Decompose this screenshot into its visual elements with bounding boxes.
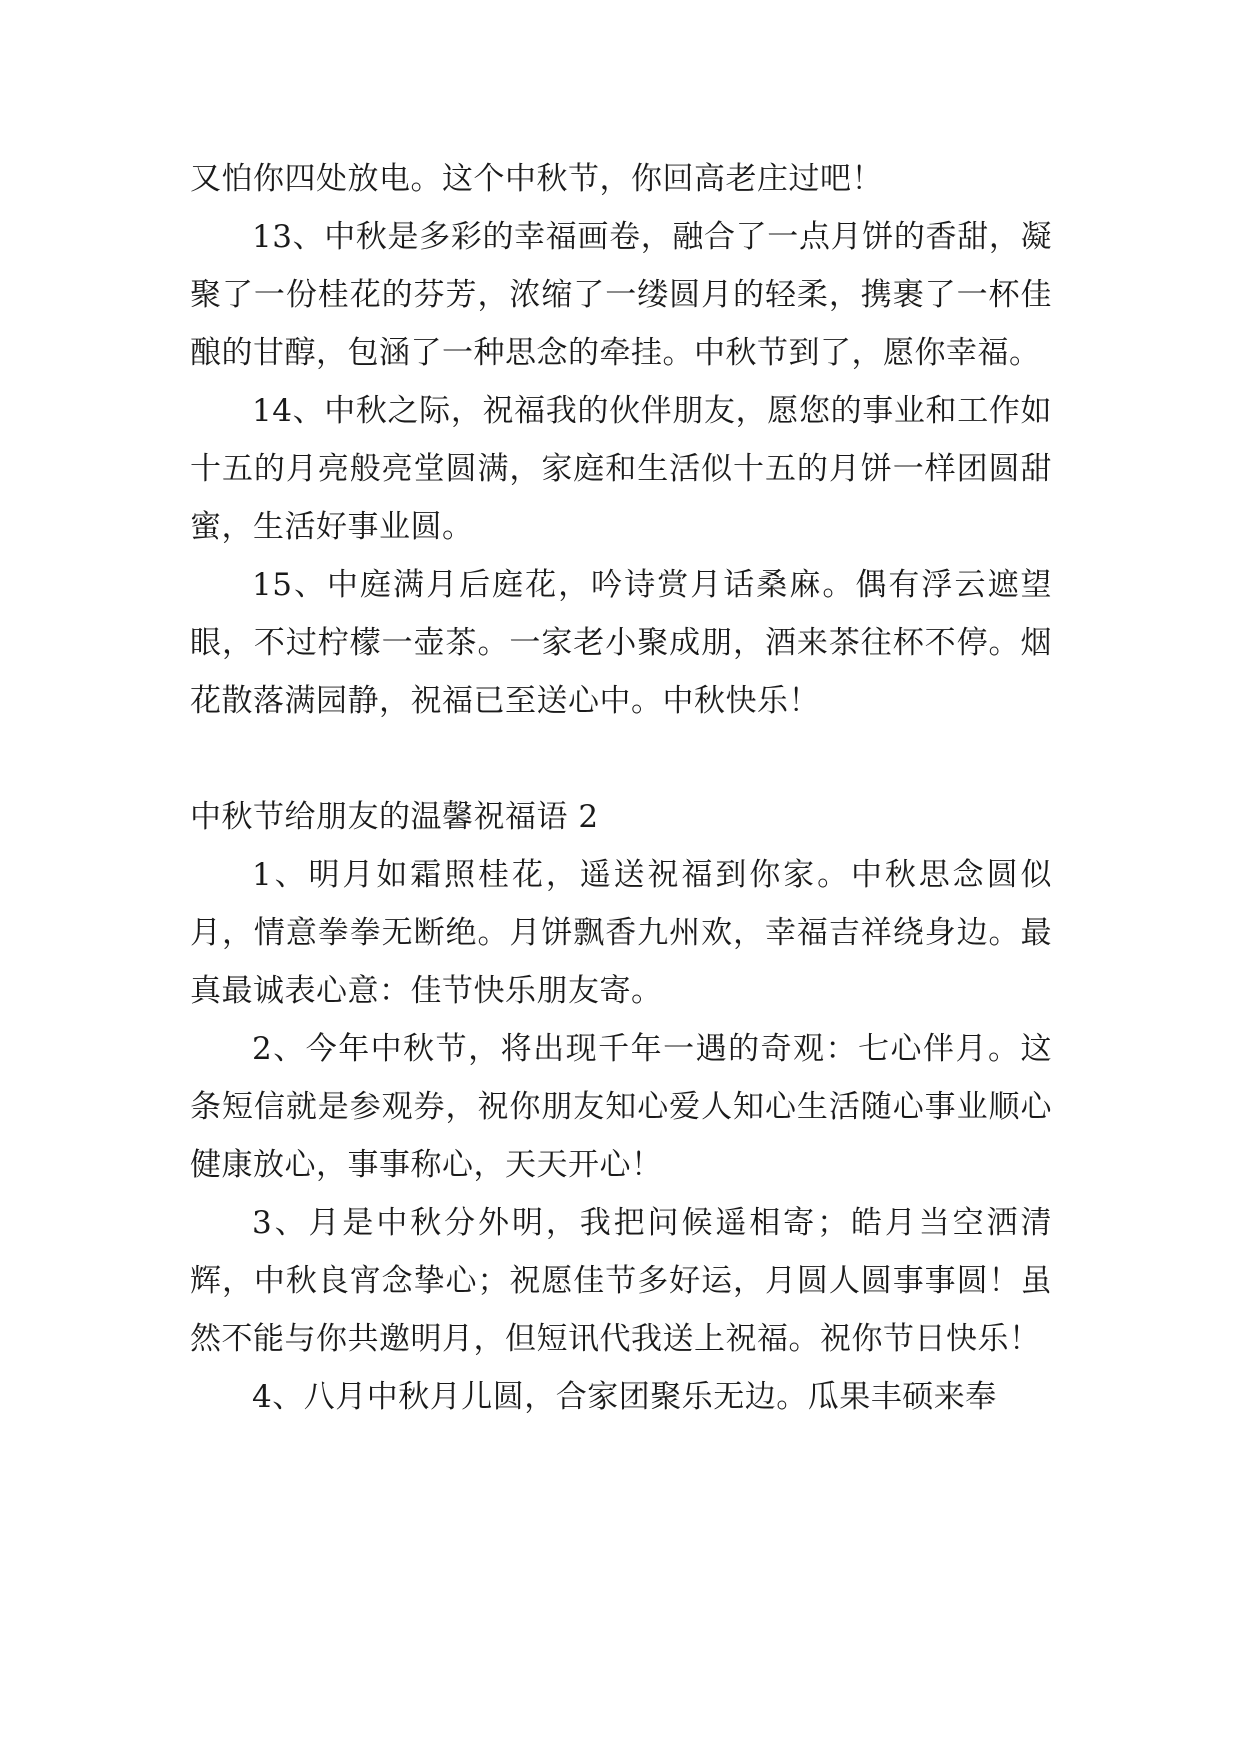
paragraph-item-1: 1、明月如霜照桂花，遥送祝福到你家。中秋思念圆似月，情意拳拳无断绝。月饼飘香九州欢，幸福吉祥绕身边。最真最诚表心意：佳节快乐朋友寄。 [190,857,1052,1009]
paragraph-item-2: 2、今年中秋节，将出现千年一遇的奇观：七心伴月。这条短信就是参观券，祝你朋友知心爱人知心生活随心事业顺心健康放心，事事称心，天天开心！ [190,1031,1052,1183]
paragraph-item-13: 13、中秋是多彩的幸福画卷，融合了一点月饼的香甜，凝聚了一份桂花的芬芳，浓缩了一缕圆月的轻柔，携裹了一杯佳酿的甘醇，包涵了一种思念的牵挂。中秋节到了，愿你幸福。 [190,219,1052,371]
section-heading: 中秋节给朋友的温馨祝福语 2 [190,799,599,835]
paragraph-item-15: 15、中庭满月后庭花，吟诗赏月话桑麻。偶有浮云遮望眼，不过柠檬一壶茶。一家老小聚成朋，酒来茶往杯不停。烟花散落满园静，祝福已至送心中。中秋快乐！ [190,567,1052,719]
paragraph-continuation: 又怕你四处放电。这个中秋节，你回高老庄过吧！ [190,161,883,197]
paragraph-item-14: 14、中秋之际，祝福我的伙伴朋友，愿您的事业和工作如十五的月亮般亮堂圆满，家庭和生活似十五的月饼一样团圆甜蜜，生活好事业圆。 [190,393,1052,545]
paragraph-item-4: 4、八月中秋月儿圆，合家团聚乐无边。瓜果丰硕来奉 [252,1379,997,1415]
paragraph-item-3: 3、月是中秋分外明，我把问候遥相寄；皓月当空洒清辉，中秋良宵念挚心；祝愿佳节多好运，月圆人圆事事圆！虽然不能与你共邀明月，但短讯代我送上祝福。祝你节日快乐！ [190,1205,1052,1357]
document-body [190,150,1052,1426]
